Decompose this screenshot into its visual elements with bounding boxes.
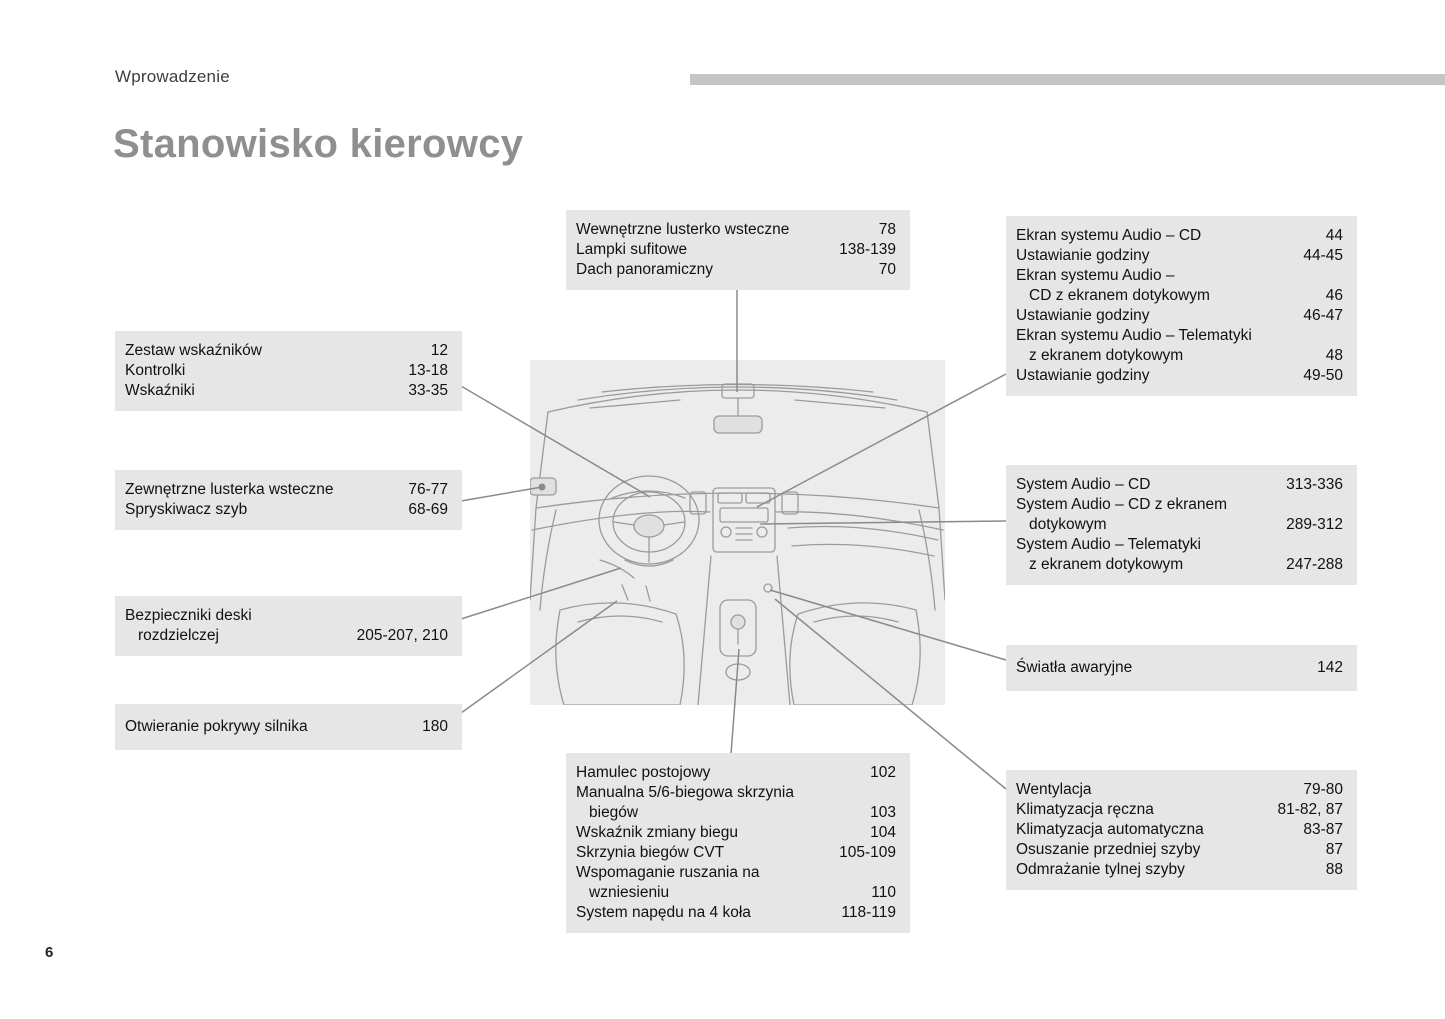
page-title: Stanowisko kierowcy: [113, 122, 524, 166]
callout-ventilation-climate: [1006, 770, 1357, 890]
callout-row: [1016, 366, 1343, 386]
callout-label: z ekranem dotykowym: [1029, 556, 1184, 573]
callout-row: [1016, 226, 1343, 246]
callout-page-reference: 49-50: [1303, 367, 1343, 384]
callout-label: z ekranem dotykowym: [1029, 347, 1184, 364]
callout-page-reference: 110: [871, 884, 896, 901]
callout-label: wzniesieniu: [589, 884, 670, 901]
callout-label: Wskaźniki: [125, 382, 195, 399]
callout-row: [576, 763, 896, 783]
callout-page-reference: 289-312: [1286, 516, 1343, 533]
callout-page-reference: 12: [430, 342, 448, 359]
callout-page-reference: 13-18: [408, 362, 448, 379]
callout-page-reference: [884, 863, 896, 883]
callout-audio-systems: [1006, 465, 1357, 585]
page-number: 6: [45, 944, 54, 961]
callout-page-reference: 87: [1325, 841, 1343, 858]
callout-label: System napędu na 4 koła: [576, 904, 751, 921]
callout-page-reference: 68-69: [408, 501, 448, 518]
car-interior-illustration: [530, 360, 945, 705]
callout-row: [576, 823, 896, 843]
callout-page-reference: 70: [878, 261, 896, 278]
callout-row: [1016, 495, 1343, 515]
callout-label: Ustawianie godziny: [1016, 367, 1150, 384]
callout-page-reference: [1331, 495, 1343, 515]
callout-label: Odmrażanie tylnej szyby: [1016, 861, 1185, 878]
callout-row: [125, 500, 448, 520]
callout-label: System Audio – CD: [1016, 476, 1151, 493]
callout-row: [576, 783, 896, 803]
callout-gearbox-parking-brake: [566, 753, 910, 933]
section-header: Wprowadzenie: [115, 67, 230, 86]
callout-page-reference: 83-87: [1303, 821, 1343, 838]
callout-label: System Audio – CD z ekranem: [1016, 496, 1228, 513]
callout-row: [1016, 780, 1343, 800]
callout-dashboard-fuses: [115, 596, 462, 656]
callout-row: [576, 240, 896, 260]
callout-page-reference: 247-288: [1286, 556, 1343, 573]
callout-row: [1016, 658, 1343, 678]
callout-row: [125, 480, 448, 500]
callout-page-reference: 118-119: [841, 904, 896, 921]
callout-row: [1016, 326, 1343, 346]
callout-row: [576, 843, 896, 863]
callout-row: [125, 717, 448, 737]
callout-instrument-cluster: [115, 331, 462, 411]
callout-hazard-lights: [1006, 645, 1357, 691]
callout-page-reference: 46-47: [1303, 307, 1343, 324]
callout-row: [1016, 820, 1343, 840]
callout-row: [576, 803, 896, 823]
callout-label: Zewnętrzne lusterka wsteczne: [125, 481, 334, 498]
callout-row: [1016, 475, 1343, 495]
callout-label: Kontrolki: [125, 362, 186, 379]
callout-page-reference: [436, 606, 448, 626]
callout-label: Otwieranie pokrywy silnika: [125, 718, 308, 735]
callout-page-reference: [1331, 266, 1343, 286]
callout-page-reference: 88: [1325, 861, 1343, 878]
callout-label: Ustawianie godziny: [1016, 247, 1150, 264]
callout-label: Bezpieczniki deski: [125, 607, 252, 624]
callout-label: Skrzynia biegów CVT: [576, 844, 725, 861]
callout-audio-screen-settings: [1006, 216, 1357, 396]
callout-row: [1016, 555, 1343, 575]
callout-page-reference: 142: [1317, 659, 1343, 676]
callout-page-reference: [1331, 535, 1343, 555]
callout-row: [1016, 286, 1343, 306]
callout-row: [1016, 840, 1343, 860]
callout-page-reference: 313-336: [1286, 476, 1343, 493]
callout-label: Światła awaryjne: [1016, 659, 1133, 676]
callout-label: Wspomaganie ruszania na: [576, 864, 760, 881]
callout-row: [125, 341, 448, 361]
callout-label: Klimatyzacja ręczna: [1016, 801, 1154, 818]
callout-row: [125, 626, 448, 646]
callout-row: [125, 361, 448, 381]
callout-label: Klimatyzacja automatyczna: [1016, 821, 1204, 838]
callout-page-reference: 79-80: [1303, 781, 1343, 798]
callout-row: [1016, 800, 1343, 820]
callout-label: Dach panoramiczny: [576, 261, 713, 278]
callout-row: [125, 606, 448, 626]
callout-row: [576, 903, 896, 923]
callout-row: [1016, 306, 1343, 326]
callout-label: Wewnętrzne lusterko wsteczne: [576, 221, 790, 238]
callout-label: System Audio – Telematyki: [1016, 536, 1201, 553]
callout-hood-release: [115, 704, 462, 750]
header-rule-bar: [690, 74, 1445, 85]
callout-label: rozdzielczej: [138, 627, 219, 644]
callout-row: [1016, 266, 1343, 286]
callout-page-reference: 205-207, 210: [356, 627, 448, 644]
callout-row: [576, 220, 896, 240]
callout-label: Osuszanie przedniej szyby: [1016, 841, 1201, 858]
callout-label: CD z ekranem dotykowym: [1029, 287, 1210, 304]
callout-label: Lampki sufitowe: [576, 241, 688, 258]
callout-label: Ekran systemu Audio –: [1016, 267, 1175, 284]
callout-page-reference: 102: [870, 764, 896, 781]
callout-page-reference: 76-77: [408, 481, 448, 498]
callout-page-reference: [884, 783, 896, 803]
callout-row: [1016, 346, 1343, 366]
callout-row: [125, 381, 448, 401]
callout-row: [1016, 860, 1343, 880]
callout-label: Spryskiwacz szyb: [125, 501, 248, 518]
callout-page-reference: [1331, 326, 1343, 346]
callout-row: [576, 883, 896, 903]
callout-label: Wskaźnik zmiany biegu: [576, 824, 738, 841]
callout-page-reference: 105-109: [839, 844, 896, 861]
callout-exterior-mirrors-washer: [115, 470, 462, 530]
callout-page-reference: 138-139: [839, 241, 896, 258]
callout-page-reference: 44-45: [1303, 247, 1343, 264]
callout-row: [576, 863, 896, 883]
callout-row: [1016, 515, 1343, 535]
callout-page-reference: 33-35: [408, 382, 448, 399]
callout-page-reference: 46: [1325, 287, 1343, 304]
callout-row: [1016, 535, 1343, 555]
callout-page-reference: 48: [1325, 347, 1343, 364]
callout-label: Ekran systemu Audio – CD: [1016, 227, 1202, 244]
callout-page-reference: 44: [1325, 227, 1343, 244]
callout-label: Manualna 5/6-biegowa skrzynia: [576, 784, 794, 801]
callout-label: dotykowym: [1029, 516, 1107, 533]
callout-page-reference: 104: [870, 824, 896, 841]
callout-page-reference: 103: [870, 804, 896, 821]
callout-row: [1016, 246, 1343, 266]
callout-label: Ustawianie godziny: [1016, 307, 1150, 324]
callout-page-reference: 180: [422, 718, 448, 735]
callout-page-reference: 78: [878, 221, 896, 238]
callout-row: [576, 260, 896, 280]
callout-page-reference: 81-82, 87: [1277, 801, 1343, 818]
callout-interior-mirror-roof: [566, 210, 910, 290]
callout-label: Zestaw wskaźników: [125, 342, 262, 359]
callout-label: Ekran systemu Audio – Telematyki: [1016, 327, 1252, 344]
callout-label: biegów: [589, 804, 639, 821]
callout-label: Wentylacja: [1016, 781, 1092, 798]
callout-label: Hamulec postojowy: [576, 764, 711, 781]
